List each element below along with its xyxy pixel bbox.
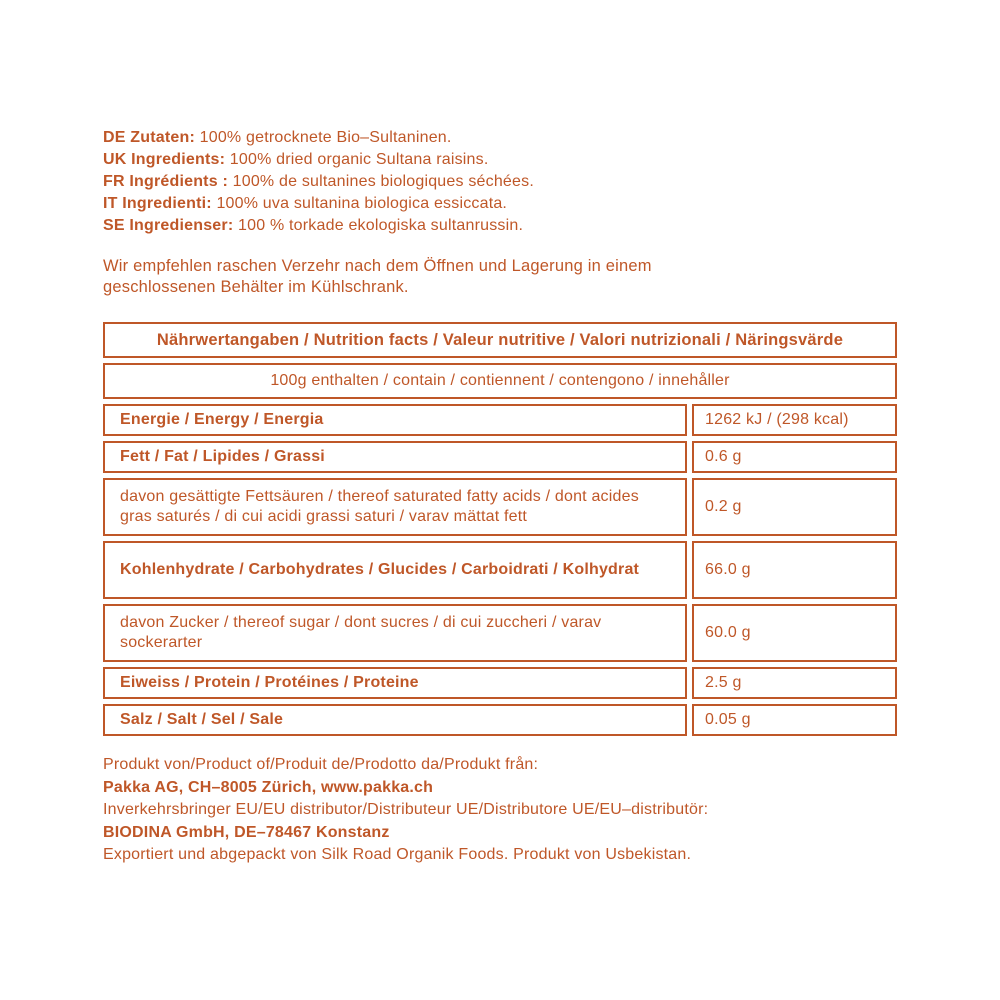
nutrition-value-cell: 66.0 g bbox=[692, 541, 897, 599]
ingredient-text: 100% de sultanines biologiques séchées. bbox=[232, 173, 534, 190]
nutrition-value-cell: 0.6 g bbox=[692, 441, 897, 473]
nutrition-label-cell: Salz / Salt / Sel / Sale bbox=[103, 704, 687, 736]
ingredient-text: 100 % torkade ekologiska sultanrussin. bbox=[238, 217, 524, 234]
ingredients-section bbox=[103, 127, 897, 237]
nutrition-row-carbohydrates bbox=[103, 541, 897, 599]
nutrition-label-cell: Energie / Energy / Energia bbox=[103, 404, 687, 436]
nutrition-value-cell: 0.05 g bbox=[692, 704, 897, 736]
nutrition-value-cell: 60.0 g bbox=[692, 604, 897, 662]
nutrition-row-protein bbox=[103, 667, 897, 699]
nutrition-row-saturated-fat bbox=[103, 478, 897, 536]
export-note: Exportiert und abgepackt von Silk Road Organik Foods. Produkt von Usbekistan. bbox=[103, 846, 692, 863]
producer-intro: Produkt von/Product of/Produit de/Prodotto da/Produkt från: bbox=[103, 756, 539, 773]
nutrition-table-title: Nährwertangaben / Nutrition facts / Valeur nutritive / Valori nutrizionali / Näringsvärde bbox=[103, 322, 897, 358]
nutrition-label-cell: davon gesättigte Fettsäuren / thereof saturated fatty acids / dont acides gras saturés / di cui acidi grassi saturi / varav mättat fett bbox=[103, 478, 687, 536]
ingredient-language-label: UK Ingredients: bbox=[103, 151, 226, 168]
ingredient-line-se bbox=[103, 215, 897, 237]
nutrition-table bbox=[103, 322, 897, 736]
ingredient-line-fr bbox=[103, 171, 897, 193]
ingredient-language-label: IT Ingredienti: bbox=[103, 195, 212, 212]
nutrition-table-serving-line: 100g enthalten / contain / contiennent / contengono / innehåller bbox=[103, 363, 897, 399]
product-label bbox=[103, 127, 897, 867]
ingredient-text: 100% getrocknete Bio–Sultaninen. bbox=[199, 129, 452, 146]
nutrition-label-cell: Fett / Fat / Lipides / Grassi bbox=[103, 441, 687, 473]
ingredient-line-de bbox=[103, 127, 897, 149]
producer-section bbox=[103, 754, 897, 867]
ingredient-language-label: SE Ingredienser: bbox=[103, 217, 234, 234]
ingredient-text: 100% dried organic Sultana raisins. bbox=[229, 151, 489, 168]
nutrition-row-energy bbox=[103, 404, 897, 436]
nutrition-table-serving-row bbox=[103, 363, 897, 399]
nutrition-table-title-row bbox=[103, 322, 897, 358]
nutrition-value-cell: 1262 kJ / (298 kcal) bbox=[692, 404, 897, 436]
distributor-intro: Inverkehrsbringer EU/EU distributor/Distributeur UE/Distributore UE/EU–distributör: bbox=[103, 801, 709, 818]
nutrition-row-fat bbox=[103, 441, 897, 473]
ingredient-line-uk bbox=[103, 149, 897, 171]
ingredient-language-label: DE Zutaten: bbox=[103, 129, 195, 146]
ingredient-line-it bbox=[103, 193, 897, 215]
nutrition-label-cell: Kohlenhydrate / Carbohydrates / Glucides / Carboidrati / Kolhydrat bbox=[103, 541, 687, 599]
nutrition-row-salt bbox=[103, 704, 897, 736]
ingredient-language-label: FR Ingrédients : bbox=[103, 173, 228, 190]
storage-note: Wir empfehlen raschen Verzehr nach dem Öffnen und Lagerung in einem geschlossenen Behälter im Kühlschrank. bbox=[103, 257, 652, 296]
nutrition-value-cell: 0.2 g bbox=[692, 478, 897, 536]
nutrition-row-sugar bbox=[103, 604, 897, 662]
producer-name: Pakka AG, CH–8005 Zürich, www.pakka.ch bbox=[103, 778, 434, 796]
nutrition-value-cell: 2.5 g bbox=[692, 667, 897, 699]
nutrition-label-cell: davon Zucker / thereof sugar / dont sucres / di cui zuccheri / varav sockerarter bbox=[103, 604, 687, 662]
ingredient-text: 100% uva sultanina biologica essiccata. bbox=[216, 195, 508, 212]
distributor-name: BIODINA GmbH, DE–78467 Konstanz bbox=[103, 823, 390, 841]
nutrition-label-cell: Eiweiss / Protein / Protéines / Proteine bbox=[103, 667, 687, 699]
